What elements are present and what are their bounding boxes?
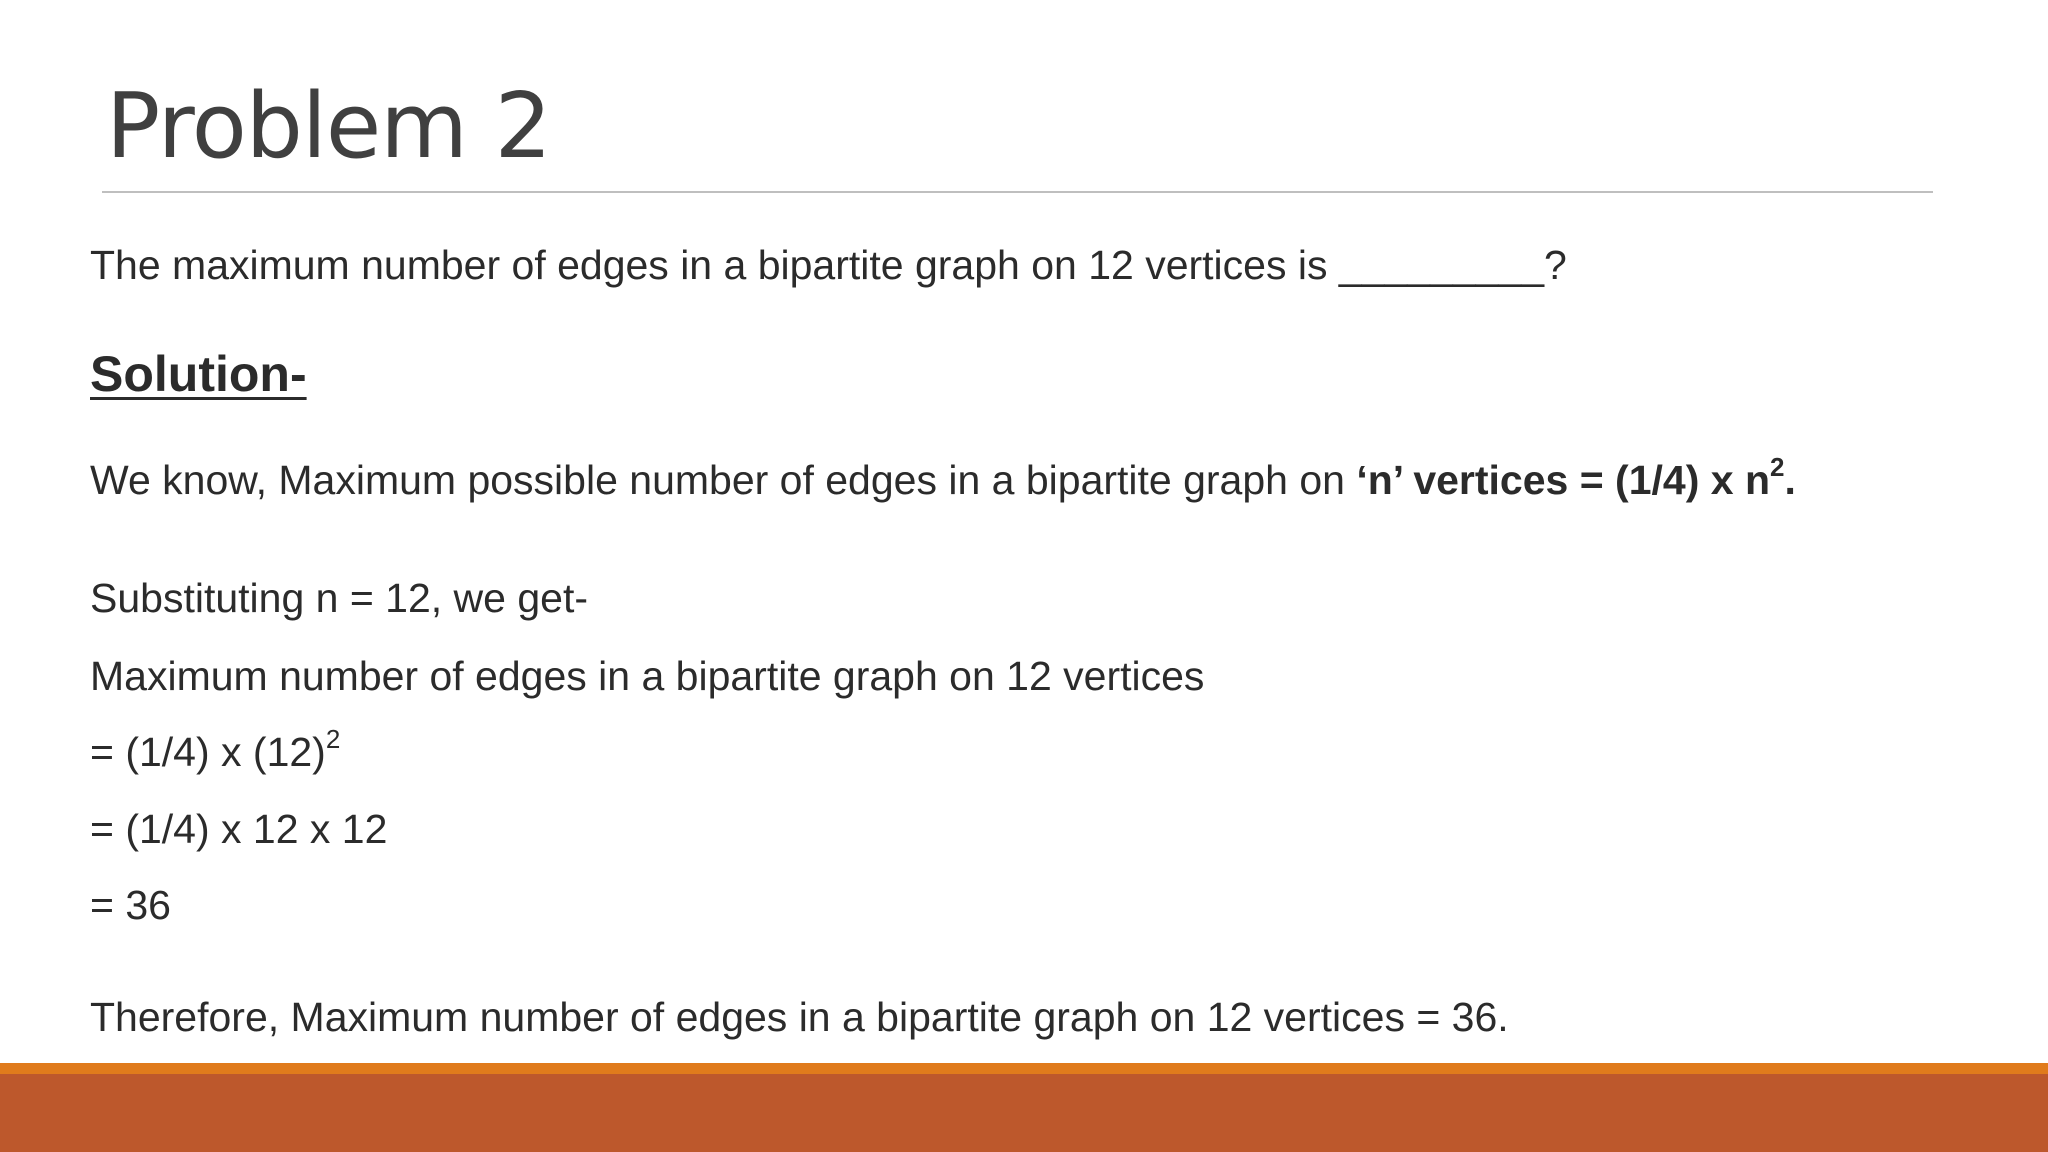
step-3: = 36: [90, 882, 171, 928]
step-1: [90, 724, 341, 777]
solution-heading: Solution-: [90, 346, 307, 402]
step-1-text: = (1/4) x (12): [90, 729, 326, 775]
substitution-text: Substituting n = 12, we get-: [90, 575, 589, 621]
question-text: The maximum number of edges in a bipartite graph on 12 vertices is _________?: [90, 242, 1567, 288]
slide-title: Problem 2: [106, 74, 551, 179]
title-divider: [102, 191, 1933, 193]
footer-accent-stripe: [0, 1063, 2048, 1074]
formula-exponent: 2: [1769, 452, 1785, 482]
formula-prefix: We know, Maximum possible number of edges in a bipartite graph on: [90, 457, 1357, 503]
formula-bold: ‘n’ vertices = (1/4) x n: [1356, 457, 1770, 503]
footer-accent-bar: [0, 1074, 2048, 1152]
formula-line: [90, 452, 1796, 505]
step-2: = (1/4) x 12 x 12: [90, 806, 388, 852]
formula-suffix: .: [1784, 457, 1796, 503]
conclusion-text: Therefore, Maximum number of edges in a bipartite graph on 12 vertices = 36.: [90, 994, 1509, 1040]
step-1-exponent: 2: [325, 724, 341, 754]
steps-intro-text: Maximum number of edges in a bipartite graph on 12 vertices: [90, 653, 1205, 699]
